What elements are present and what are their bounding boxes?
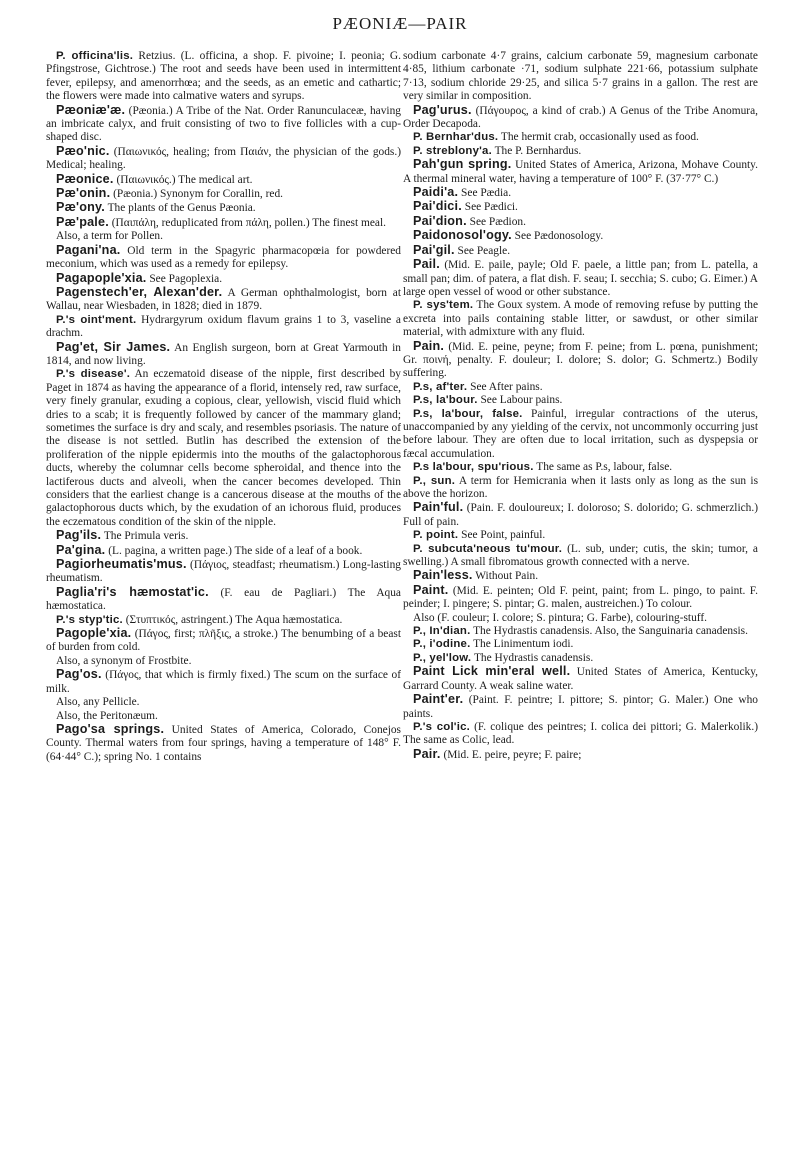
entry-headword: Pain. (413, 338, 445, 353)
entry-definition: (L. pagina, a written page.) The side of a leaf of a book. (105, 544, 363, 557)
entry-headword: Pago'sa springs. (56, 721, 165, 736)
entry-definition: (Mid. E. peire, peyre; F. paire; (440, 748, 582, 761)
dictionary-entry (403, 543, 758, 570)
entry-headword: P.s, af'ter. (413, 380, 468, 393)
dictionary-entry (46, 558, 401, 586)
dictionary-entry (403, 569, 758, 583)
entry-definition: (L. sub, under; cutis, the skin; tumor, a swelling.) A small fibromatous growth connected with a nerve. (403, 542, 758, 569)
entry-definition: The Goux system. A mode of removing refuse by putting the excreta into pails containing stable litter, or sawdust, or other similar material, with admixture with any fluid. (403, 299, 758, 339)
entry-headword: P. Bernhar'dus. (413, 131, 499, 144)
dictionary-entry (403, 501, 758, 529)
dictionary-entry (403, 408, 758, 462)
entry-headword: P.'s col'ic. (413, 720, 470, 733)
entry-definition: See Pædici. (461, 201, 518, 214)
dictionary-entry (46, 286, 401, 314)
entry-headword: Pæo'nic. (56, 143, 110, 158)
dictionary-entry (46, 723, 401, 764)
entry-headword: P. point. (413, 529, 459, 542)
entry-headword: Paidonosol'ogy. (413, 228, 512, 243)
dictionary-entry (46, 104, 401, 145)
entry-definition: The hermit crab, occasionally used as food. (498, 131, 699, 144)
entry-addendum: Also, the Peritonæum. (56, 709, 158, 722)
entry-definition: (Pain. F. douloureux; I. doloroso; S. dolorido; G. schmerzlich.) Full of pain. (403, 502, 758, 528)
entry-definition: (Παιωνικός.) The medical art. (113, 173, 253, 186)
entry-addendum: Also (F. couleur; I. colore; S. pintura; G. Farbe), colouring-stuff. (413, 611, 708, 624)
entry-headword: Pagapople'xia. (56, 270, 147, 285)
entry-addendum: Also, any Pellicle. (56, 696, 140, 709)
entry-definition: (Πάγος, that which is firmly fixed.) The scum on the surface of milk. (46, 669, 401, 695)
dictionary-entry (46, 187, 401, 201)
entry-definition: Hydrargyrum oxidum flavum grains 1 to 3, vaseline a drachm. (46, 313, 401, 340)
entry-headword: P., sun. (413, 474, 456, 487)
dictionary-entry (46, 668, 401, 696)
entry-headword: Paint'er. (413, 692, 464, 707)
entry-definition: See Pædia. (458, 187, 512, 200)
entry-headword: Pair. (413, 746, 441, 761)
entry-headword: Pag'et, Sir James. (56, 339, 171, 354)
entry-headword: P.'s styp'tic. (56, 613, 123, 626)
entry-continuation: sodium carbonate 4·7 grains, calcium carbonate 59, magnesium carbonate 4·85, lithium carbonate ·71, sodium sulphate 221·66, potassium sulphate 7·13, sodium chloride 29·25, and silica 5·7 grains in a gallon. The rest are very similar in composition. (403, 50, 758, 103)
entry-headword: Paint Lick min'eral well. (413, 664, 571, 679)
entry-definition: United States of America, Arizona, Mohave County. A thermal mineral water, having a temperature of 100° F. (37·77° C.) (403, 159, 758, 185)
entry-definition: See Point, painful. (458, 529, 546, 542)
dictionary-entry (403, 748, 758, 762)
entry-headword: P., yel'low. (413, 651, 472, 664)
entry-headword: Pain'less. (413, 568, 473, 583)
left-column (46, 50, 401, 1156)
entry-definition: See Pædonosology. (511, 230, 604, 243)
entry-headword: Pæ'pale. (56, 214, 109, 229)
entry-headword: P., i'odine. (413, 638, 471, 651)
entry-definition: United States of America, Kentucky, Garrard County. A weak saline water. (403, 666, 758, 692)
entry-headword: P. officina'lis. (56, 50, 134, 62)
dictionary-entry (403, 229, 758, 243)
entry-headword: Pa'gina. (56, 542, 106, 557)
entry-addendum: Also, a term for Pollen. (56, 230, 163, 243)
entry-definition: The Hydrastis canadensis. Also, the Sanguinaria canadensis. (470, 625, 748, 638)
entry-definition: The Hydrastis canadensis. (471, 651, 594, 664)
dictionary-entry (46, 50, 401, 104)
dictionary-entry (403, 340, 758, 381)
entry-headword: Pah'gun spring. (413, 157, 512, 172)
dictionary-entry (403, 258, 758, 299)
dictionary-entry (403, 381, 758, 394)
entry-headword: Pæonice. (56, 171, 114, 186)
entry-headword: Pagani'na. (56, 242, 121, 257)
entry-definition: An English surgeon, born at Great Yarmouth in 1814, and now living. (46, 341, 401, 367)
entry-headword: Pag'os. (56, 667, 102, 682)
dictionary-entry (403, 200, 758, 214)
entry-headword: Pæ'onin. (56, 186, 111, 201)
entry-definition: (Πάγουρος, a kind of crab.) A Genus of the Tribe Anomura, Order Decapoda. (403, 104, 758, 131)
dictionary-entry (403, 461, 758, 474)
dictionary-entry (403, 584, 758, 612)
entry-headword: P.s, la'bour, false. (413, 407, 523, 420)
entry-headword: P.'s oint'ment. (56, 313, 137, 326)
dictionary-entry (403, 158, 758, 186)
entry-definition: The same as P.s, labour, false. (533, 461, 673, 474)
entry-headword: Paglia'ri's hæmostat'ic. (56, 584, 209, 599)
entry-headword: Paint. (413, 582, 449, 597)
entry-definition: See Pagoplexia. (146, 272, 223, 285)
entry-definition: (F. colique des peintres; I. colica dei pittori; G. Malerkolik.) The same as Colic, lead. (403, 720, 758, 747)
dictionary-entry (403, 145, 758, 158)
dictionary-entry (46, 544, 401, 558)
entry-definition: (Στυπτικός, astringent.) The Aqua hæmostatica. (122, 613, 343, 626)
entry-headword: P.s, la'bour. (413, 394, 478, 407)
dictionary-entry (403, 693, 758, 721)
dictionary-entry (403, 652, 758, 665)
dictionary-entry (46, 586, 401, 614)
entry-definition: (Pæonia.) A Tribe of the Nat. Order Ranunculaceæ, having an imbricate calyx, and fruit consisting of two to five follicles with a cup-shaped disc. (46, 104, 401, 144)
entry-definition: United States of America, Colorado, Conejos County. Thermal waters from four springs, having a temperature of 148° F. (64·44° C.); spring No. 1 contains (46, 723, 401, 763)
entry-headword: Pagople'xia. (56, 626, 132, 641)
dictionary-entry (403, 625, 758, 638)
entry-definition: An eczematoid disease of the nipple, first described by Paget in 1874 as having the appearance of a florid, intensely red, raw surface, very finely granular, exuding a copious, clear, yellowish, viscid fluid which dries to a scab; it is frequently followed by cancer of the mammary gland; sometimes the surface is dry and scaly, and resembles psoriasis. The nature of the disease is not settled. Butlin has described the extension of the proliferation of the nipple epidermis into the mouths of the galactophorous ducts, whereby the columnar cells become spheroidal, and thence into the lactiferous ducts and alveoli, when the cancer becomes developed. Thin considers that the earliest change is a cancerous disease at the mouths of the galactophorous ducts which, by the exudation of an ichorous fluid, produces the eczematous condition of the skin of the nipple. (46, 368, 401, 528)
entry-headword: Pain'ful. (413, 500, 464, 515)
dictionary-entry (46, 341, 401, 369)
entry-definition: (Παιπάλη, reduplicated from πάλη, pollen.) The finest meal. (108, 216, 386, 229)
entry-headword: Paidi'a. (413, 185, 459, 200)
entry-headword: Pagiorheumatis'mus. (56, 557, 187, 572)
dictionary-entry (46, 272, 401, 286)
entry-definition: The P. Bernhardus. (491, 144, 582, 157)
entry-definition: (Mid. E. paile, payle; Old F. paele, a little pan; from L. patella, a small pan; dim. of patera, a flat dish. F. seau; I. secchia; S. cubo; G. Eimer.) A large open vessel of wood or other substance. (403, 259, 758, 298)
entry-definition: Painful, irregular contractions of the uterus, unaccompanied by any yielding of the cervix, not uncommonly occurring just before labour. They are often due to local irritation, such as dyspepsia or fæcal accumulation. (403, 407, 758, 460)
entry-headword: Pai'dion. (413, 213, 467, 228)
dictionary-entry (403, 475, 758, 502)
entry-definition: The plants of the Genus Pæonia. (104, 202, 256, 215)
entry-definition: (F. eau de Pagliari.) The Aqua hæmostatica. (46, 586, 401, 613)
entry-definition: A German ophthalmologist, born at Wallau, near Wiesbaden, in 1828; died in 1879. (46, 286, 401, 313)
dictionary-entry (403, 131, 758, 144)
entry-headword: Pæ'ony. (56, 200, 105, 215)
entry-headword: P.s la'bour, spu'rious. (413, 461, 534, 474)
entry-definition: See Peagle. (454, 244, 511, 257)
entry-headword: P., In'dian. (413, 625, 471, 638)
dictionary-entry (46, 314, 401, 341)
entry-definition: See Pædion. (466, 215, 526, 228)
entry-definition: The Primula veris. (101, 530, 189, 543)
dictionary-entry (403, 215, 758, 229)
dictionary-entry (403, 665, 758, 693)
entry-definition: Old term in the Spagyric pharmacopœia for powdered meconium, which was used as a remedy for epilepsy. (46, 244, 401, 271)
entry-headword: P. subcuta'neous tu'mour. (413, 542, 563, 555)
entry-definition: A term for Hemicrania when it lasts only as long as the sun is above the horizon. (403, 474, 758, 500)
entry-headword: Pag'ils. (56, 528, 102, 543)
dictionary-entry (403, 244, 758, 258)
entry-definition: (Paint. F. peintre; I. pittore; S. pintor; G. Maler.) One who paints. (403, 694, 758, 720)
entry-headword: Pai'dici. (413, 199, 462, 214)
dictionary-entry (46, 173, 401, 187)
entry-headword: P. sys'tem. (413, 299, 474, 312)
entry-headword: P. streblony'a. (413, 144, 492, 157)
dictionary-entry (46, 614, 401, 627)
dictionary-entry (403, 721, 758, 748)
entry-headword: Pag'urus. (413, 102, 472, 117)
dictionary-entry (46, 201, 401, 215)
right-column (403, 50, 758, 1156)
dictionary-entry (46, 368, 401, 529)
entry-headword: Pagenstech'er, Alexan'der. (56, 284, 223, 299)
dictionary-entry (46, 529, 401, 543)
dictionary-entry (403, 299, 758, 339)
entry-definition: (Mid. E. peinten; Old F. peint, paint; from L. pingo, to paint. F. peinder; I. pingere; S. pintar; G. malen, austreichen.) To colour. (403, 584, 758, 611)
dictionary-entry (46, 244, 401, 272)
entry-definition: (Mid. E. peine, peyne; from F. peine; from L. pœna, punishment; Gr. ποινή, penalty. F. douleur; I. dolore; S. dolor; G. Schmertz.) Bodily suffering. (403, 340, 758, 380)
entry-headword: Pail. (413, 257, 440, 272)
dictionary-entry (46, 145, 401, 173)
dictionary-entry (403, 104, 758, 132)
entry-definition: (Παιωνικός, healing; from Παιάν, the physician of the gods.) Medical; healing. (46, 145, 401, 172)
dictionary-entry (403, 394, 758, 407)
dictionary-entry (403, 638, 758, 651)
dictionary-entry (46, 627, 401, 655)
entry-headword: Pæoniæ'æ. (56, 102, 126, 117)
running-head: PÆONIÆ—PAIR (332, 14, 468, 33)
entry-definition: The Linimentum iodi. (470, 638, 574, 651)
entry-definition: See Labour pains. (477, 394, 563, 407)
entry-definition: See After pains. (467, 380, 543, 393)
dictionary-entry (403, 186, 758, 200)
entry-addendum: Also, a synonym of Frostbite. (56, 654, 192, 667)
entry-definition: (Pæonia.) Synonym for Corallin, red. (110, 188, 284, 201)
dictionary-entry (46, 216, 401, 230)
entry-headword: P.'s disease'. (56, 368, 131, 381)
entry-definition: (Πάγος, first; πλῆξις, a stroke.) The benumbing of a beast of burden from cold. (46, 628, 401, 654)
entry-definition: Retzius. (L. officina, a shop. F. pivoine; I. peonia; G. Pfingstrose, Gichtrose.) The root and seeds have been used in intermittent fever, epilepsy, and amenorrhœa; and the seeds, as an emetic and cathartic; the flowers were made into calmative waters and syrups. (46, 50, 401, 103)
entry-definition: (Πάγιος, steadfast; rheumatism.) Long-lasting rheumatism. (46, 559, 401, 585)
entry-definition: Without Pain. (472, 570, 539, 583)
entry-headword: Pai'gil. (413, 242, 455, 257)
dictionary-entry (403, 529, 758, 542)
